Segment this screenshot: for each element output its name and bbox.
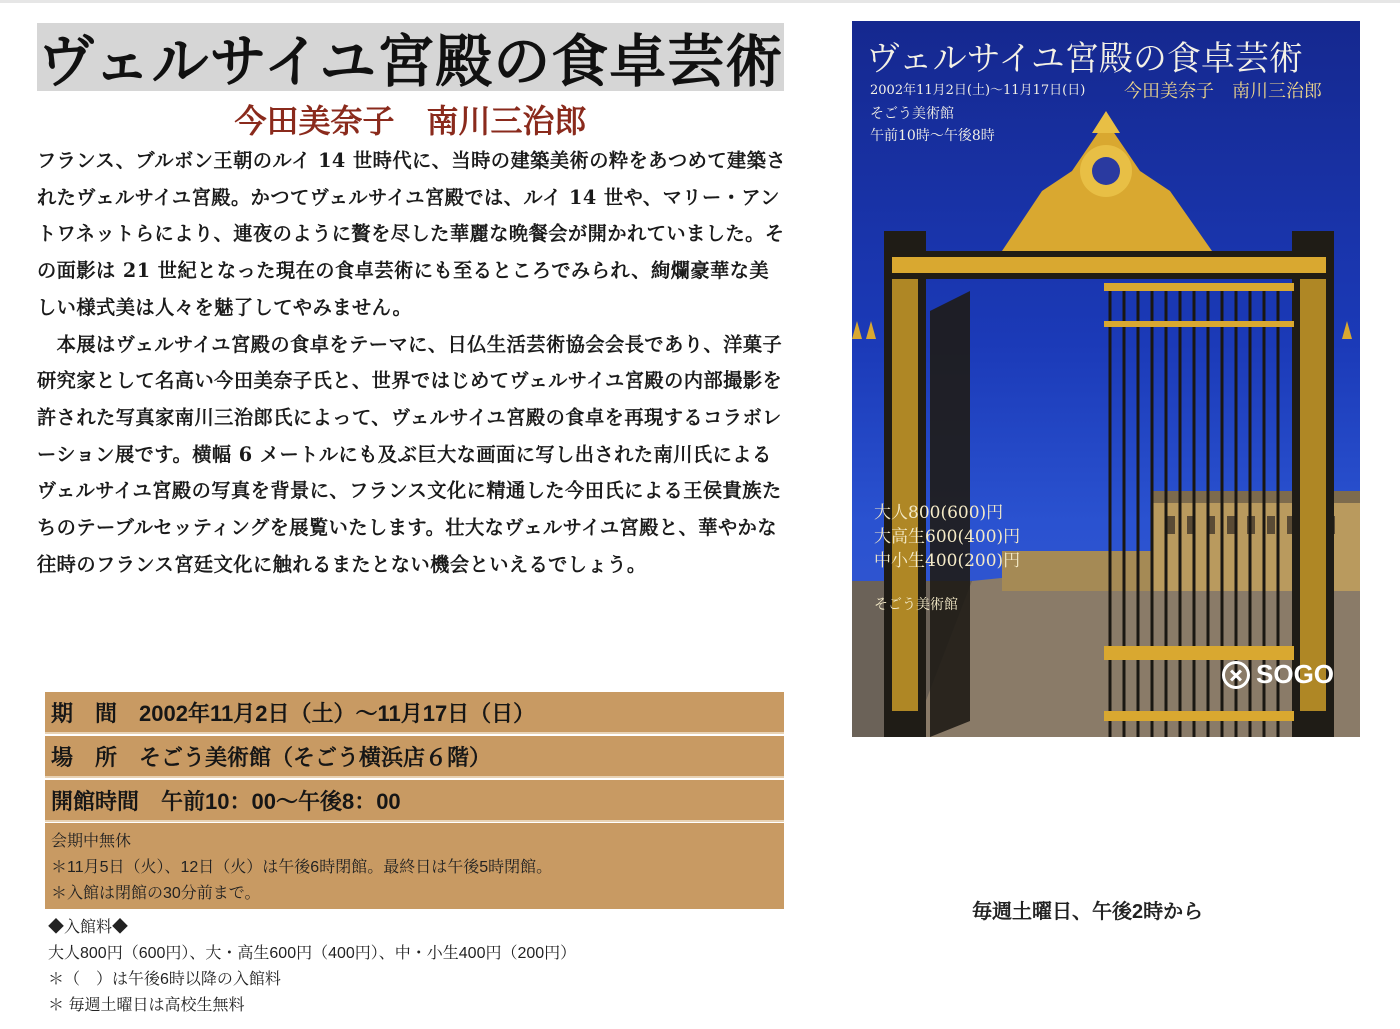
poster-hours: 午前10時〜午後8時	[870, 128, 995, 144]
fees-heading: ◆入館料◆	[48, 919, 129, 936]
exhibition-poster	[852, 21, 1360, 737]
page-title: ヴェルサイユ宮殿の食卓芸術	[37, 28, 784, 95]
note-line: 会期中無休	[51, 833, 132, 850]
poster-venue: そごう美術館	[870, 106, 954, 122]
poster-price-line: 大高生600(400)円	[874, 527, 1021, 547]
side-note: 毎週土曜日、午後2時から	[972, 901, 1204, 923]
top-divider	[0, 0, 1400, 3]
authors-line: 今田美奈子 南川三治郎	[234, 102, 587, 140]
hours-row	[45, 780, 784, 822]
period-label: 期 間	[51, 700, 118, 726]
poster-date: 2002年11月2日(土)〜11月17日(日)	[870, 83, 1086, 98]
poster-price-line: 大人800(600)円	[874, 503, 1004, 523]
poster-venue-bottom: そごう美術館	[874, 597, 958, 613]
hours-label: 開館時間	[51, 788, 140, 814]
sogo-logo	[1222, 659, 1334, 690]
poster-price-line: 中小生400(200)円	[874, 551, 1021, 571]
venue-label: 場 所	[51, 744, 118, 770]
hours-value: 午前10：00〜午後8：00	[161, 788, 401, 814]
notes-box	[45, 823, 784, 909]
venue-row	[45, 736, 784, 778]
title-banner	[37, 23, 784, 95]
poster-title: ヴェルサイユ宮殿の食卓芸術	[866, 39, 1303, 79]
description-paragraph: フランス、ブルボン王朝のルイ 14 世時代に、当時の建築美術の粋をあつめて建築されたヴェルサイユ宮殿。かつてヴェルサイユ宮殿では、ルイ 14 世や、マリー・アントワネットらにより、連夜のように贅を尽した華麗な晩餐会が開かれていました。その面影は 21 世紀となった現在の食卓芸術にも至るところでみられ、絢爛豪華な美しい様式美は人々を魅了してやみません。	[37, 149, 787, 319]
note-line: ＊11月5日（火）、12日（火）は午後6時閉館。最終日は午後5時閉館。	[51, 859, 553, 876]
sogo-logo-icon	[1222, 661, 1250, 689]
venue-value: そごう美術館（そごう横浜店６階）	[139, 744, 492, 770]
period-value: 2002年11月2日（土）〜11月17日（日）	[139, 700, 536, 726]
fees-line: 大人800円（600円）、大・高生600円（400円）、中・小生400円（200円）	[48, 945, 577, 962]
description	[37, 143, 787, 583]
fees-line: ＊ 毎週土曜日は高校生無料	[48, 997, 245, 1014]
fees-line: ＊（ ）は午後6時以降の入館料	[48, 971, 281, 988]
description-paragraph: 本展はヴェルサイユ宮殿の食卓をテーマに、日仏生活芸術協会会長であり、洋菓子研究家として名高い今田美奈子氏と、世界ではじめてヴェルサイユ宮殿の内部撮影を許された写真家南川三治郎氏によって、ヴェルサイユ宮殿の食卓を再現するコラボレーション展です。横幅 6 メートルにも及ぶ巨大な画面に写し出された南川氏によるヴェルサイユ宮殿の写真を背景に、フランス文化に精通した今田氏による王侯貴族たちのテーブルセッティングを展覧いたします。壮大なヴェルサイユ宮殿と、華やかな往時のフランス宮廷文化に触れるまたとない機会といえるでしょう。	[37, 332, 783, 576]
sogo-logo-text: SOGO	[1256, 659, 1335, 689]
poster-authors: 今田美奈子 南川三治郎	[1124, 81, 1322, 102]
period-row	[45, 692, 784, 734]
poster-prices	[874, 501, 1020, 573]
admission-fees	[48, 915, 788, 1019]
note-line: ＊入館は閉館の30分前まで。	[51, 885, 261, 902]
